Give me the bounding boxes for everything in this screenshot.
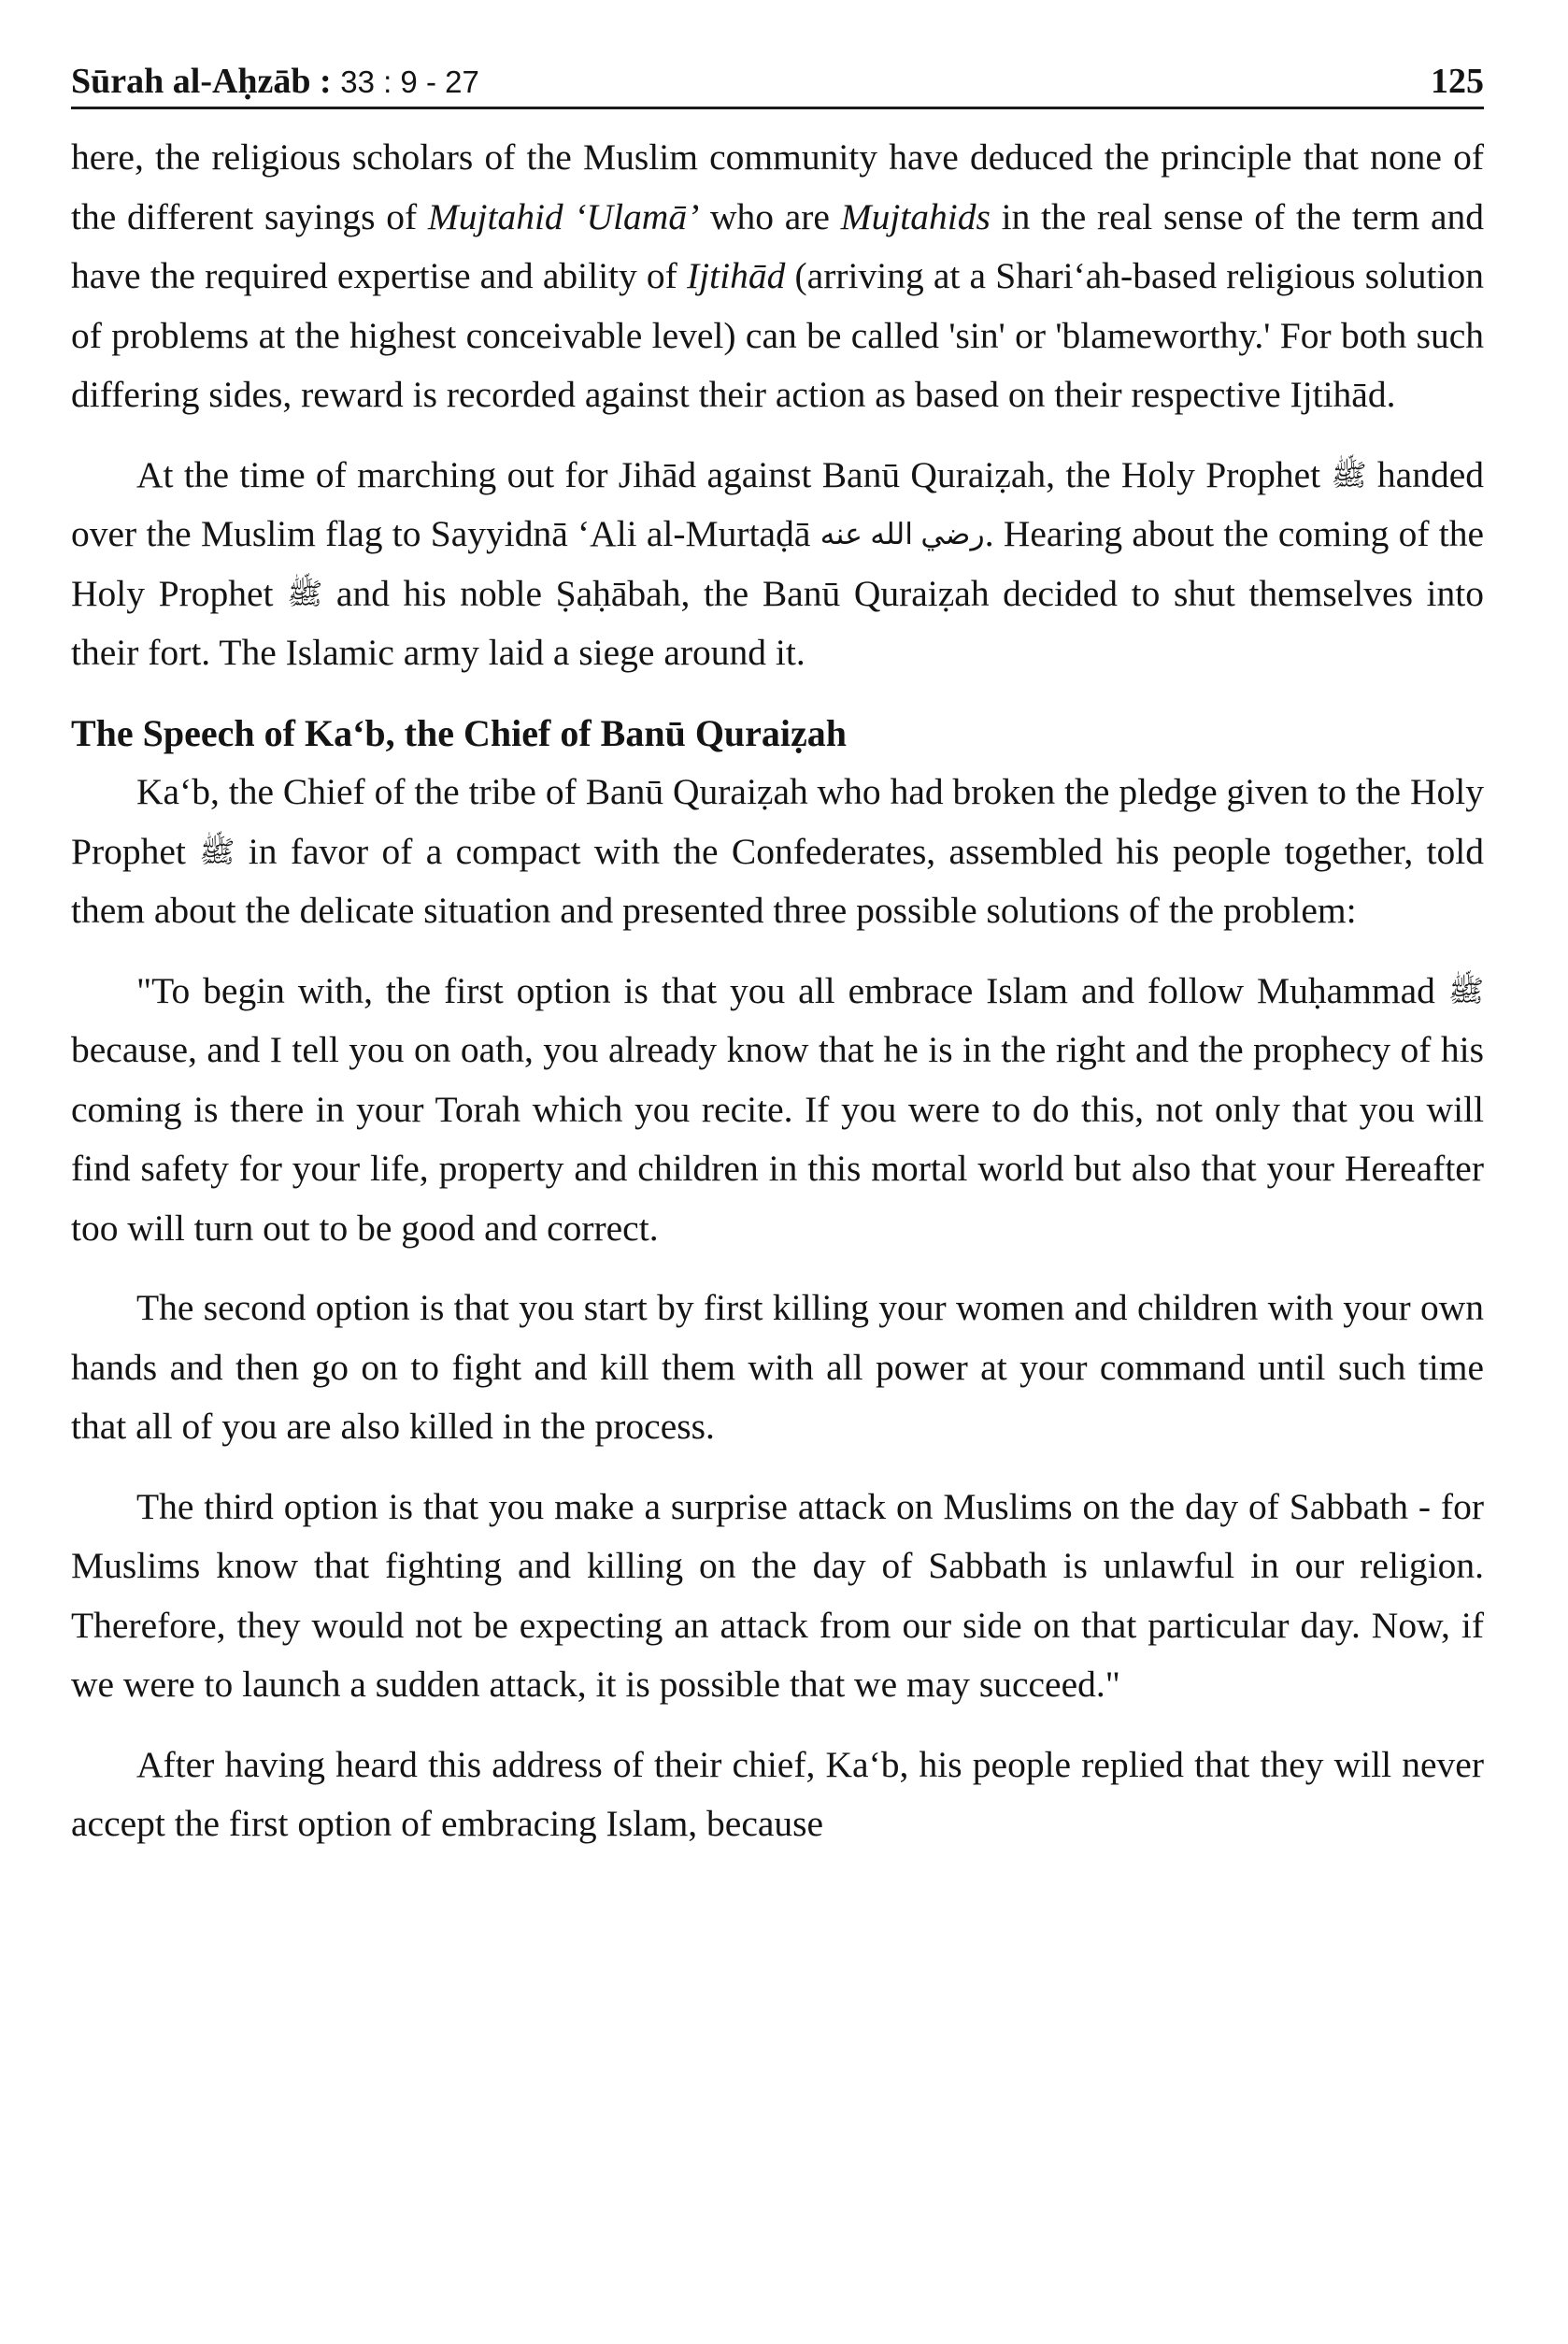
text-run: The second option is that you start by first killing your women and children with your own hands and then go on to fight and kill them with all power at your command until such time that all of you are also killed in the process.	[71, 1287, 1484, 1447]
text-run: The Speech of Ka‘b, the Chief of Banū Quraiẓah	[71, 711, 848, 754]
page-body	[71, 128, 1484, 1854]
honorific-glyph: ﷺ	[1447, 974, 1484, 1008]
honorific-glyph: ﷺ	[199, 835, 235, 868]
text-run: (arriving at a Shari‘ah-based religious solution of problems at the highest conceivable level) can be called 'sin' or 'blameworthy.' For both such differing sides, reward is recorded against their action as based on their respective Ijtihād.	[71, 255, 1484, 415]
running-header	[71, 45, 1484, 109]
body-paragraph	[71, 446, 1484, 683]
section-heading	[71, 704, 1484, 764]
text-run: and his noble Ṣaḥābah, the Banū Quraiẓah decided to shut themselves into their fort. The Islamic army laid a siege around it.	[71, 572, 1484, 673]
text-run: After having heard this address of their chief, Ka‘b, his people replied that they will never accept the first option of embracing Islam, because	[71, 1743, 1484, 1844]
text-run: here, the religious scholars of the Muslim community have deduced the principle that none of the different sayings of	[71, 136, 1484, 237]
honorific-glyph: ﷺ	[287, 577, 323, 610]
italic-term: Mujtahid ‘Ulamā’	[427, 195, 700, 237]
running-head	[71, 64, 479, 99]
italic-term: Ijtihād	[687, 255, 786, 296]
text-run: in favor of a compact with the Confederates, assembled his people together, told them about the delicate situation and presented three possible solutions of the problem:	[71, 830, 1484, 931]
honorific-glyph: رضي الله عنه	[820, 518, 985, 550]
body-paragraph	[71, 962, 1484, 1259]
book-page	[71, 45, 1484, 1854]
text-run: who are	[699, 195, 841, 237]
verse-reference: 33 : 9 - 27	[340, 64, 479, 99]
body-paragraph	[71, 128, 1484, 425]
text-run: "To begin with, the first option is that you all embrace Islam and follow Muḥammad	[136, 969, 1448, 1011]
text-run: . Hearing about the coming of the Holy Prophet	[71, 513, 1485, 614]
honorific-glyph: ﷺ	[1331, 458, 1367, 492]
italic-term: Mujtahids	[840, 195, 991, 237]
page-number: 125	[1431, 62, 1484, 101]
text-run: handed over the Muslim flag to Sayyidnā ‘Ali al-Murtaḍā	[71, 453, 1484, 554]
text-run: because, and I tell you on oath, you already know that he is in the right and the prophecy of his coming is there in your Torah which you recite. If you were to do this, not only that you will find safety for your life, property and children in this mortal world but also that your Hereafter too will turn out to be good and correct.	[71, 1029, 1484, 1249]
text-run: in the real sense of the term and have the required expertise and ability of	[71, 195, 1485, 296]
body-paragraph	[71, 1279, 1484, 1457]
text-run: The third option is that you make a surprise attack on Muslims on the day of Sabbath - for Muslims know that fighting and killing on the day of Sabbath is unlawful in our religion. Therefore, they would not be expecting an attack from our side on that particular day. Now, if we were to launch a sudden attack, it is possible that we may succeed."	[71, 1485, 1484, 1705]
surah-title: Sūrah al-Aḥzāb :	[71, 62, 332, 101]
text-run: At the time of marching out for Jihād against Banū Quraiẓah, the Holy Prophet	[136, 453, 1332, 495]
body-paragraph	[71, 763, 1484, 941]
body-paragraph	[71, 1478, 1484, 1715]
body-paragraph	[71, 1736, 1484, 1854]
text-run: Ka‘b, the Chief of the tribe of Banū Quraiẓah who had broken the pledge given to the Holy Prophet	[71, 771, 1484, 872]
